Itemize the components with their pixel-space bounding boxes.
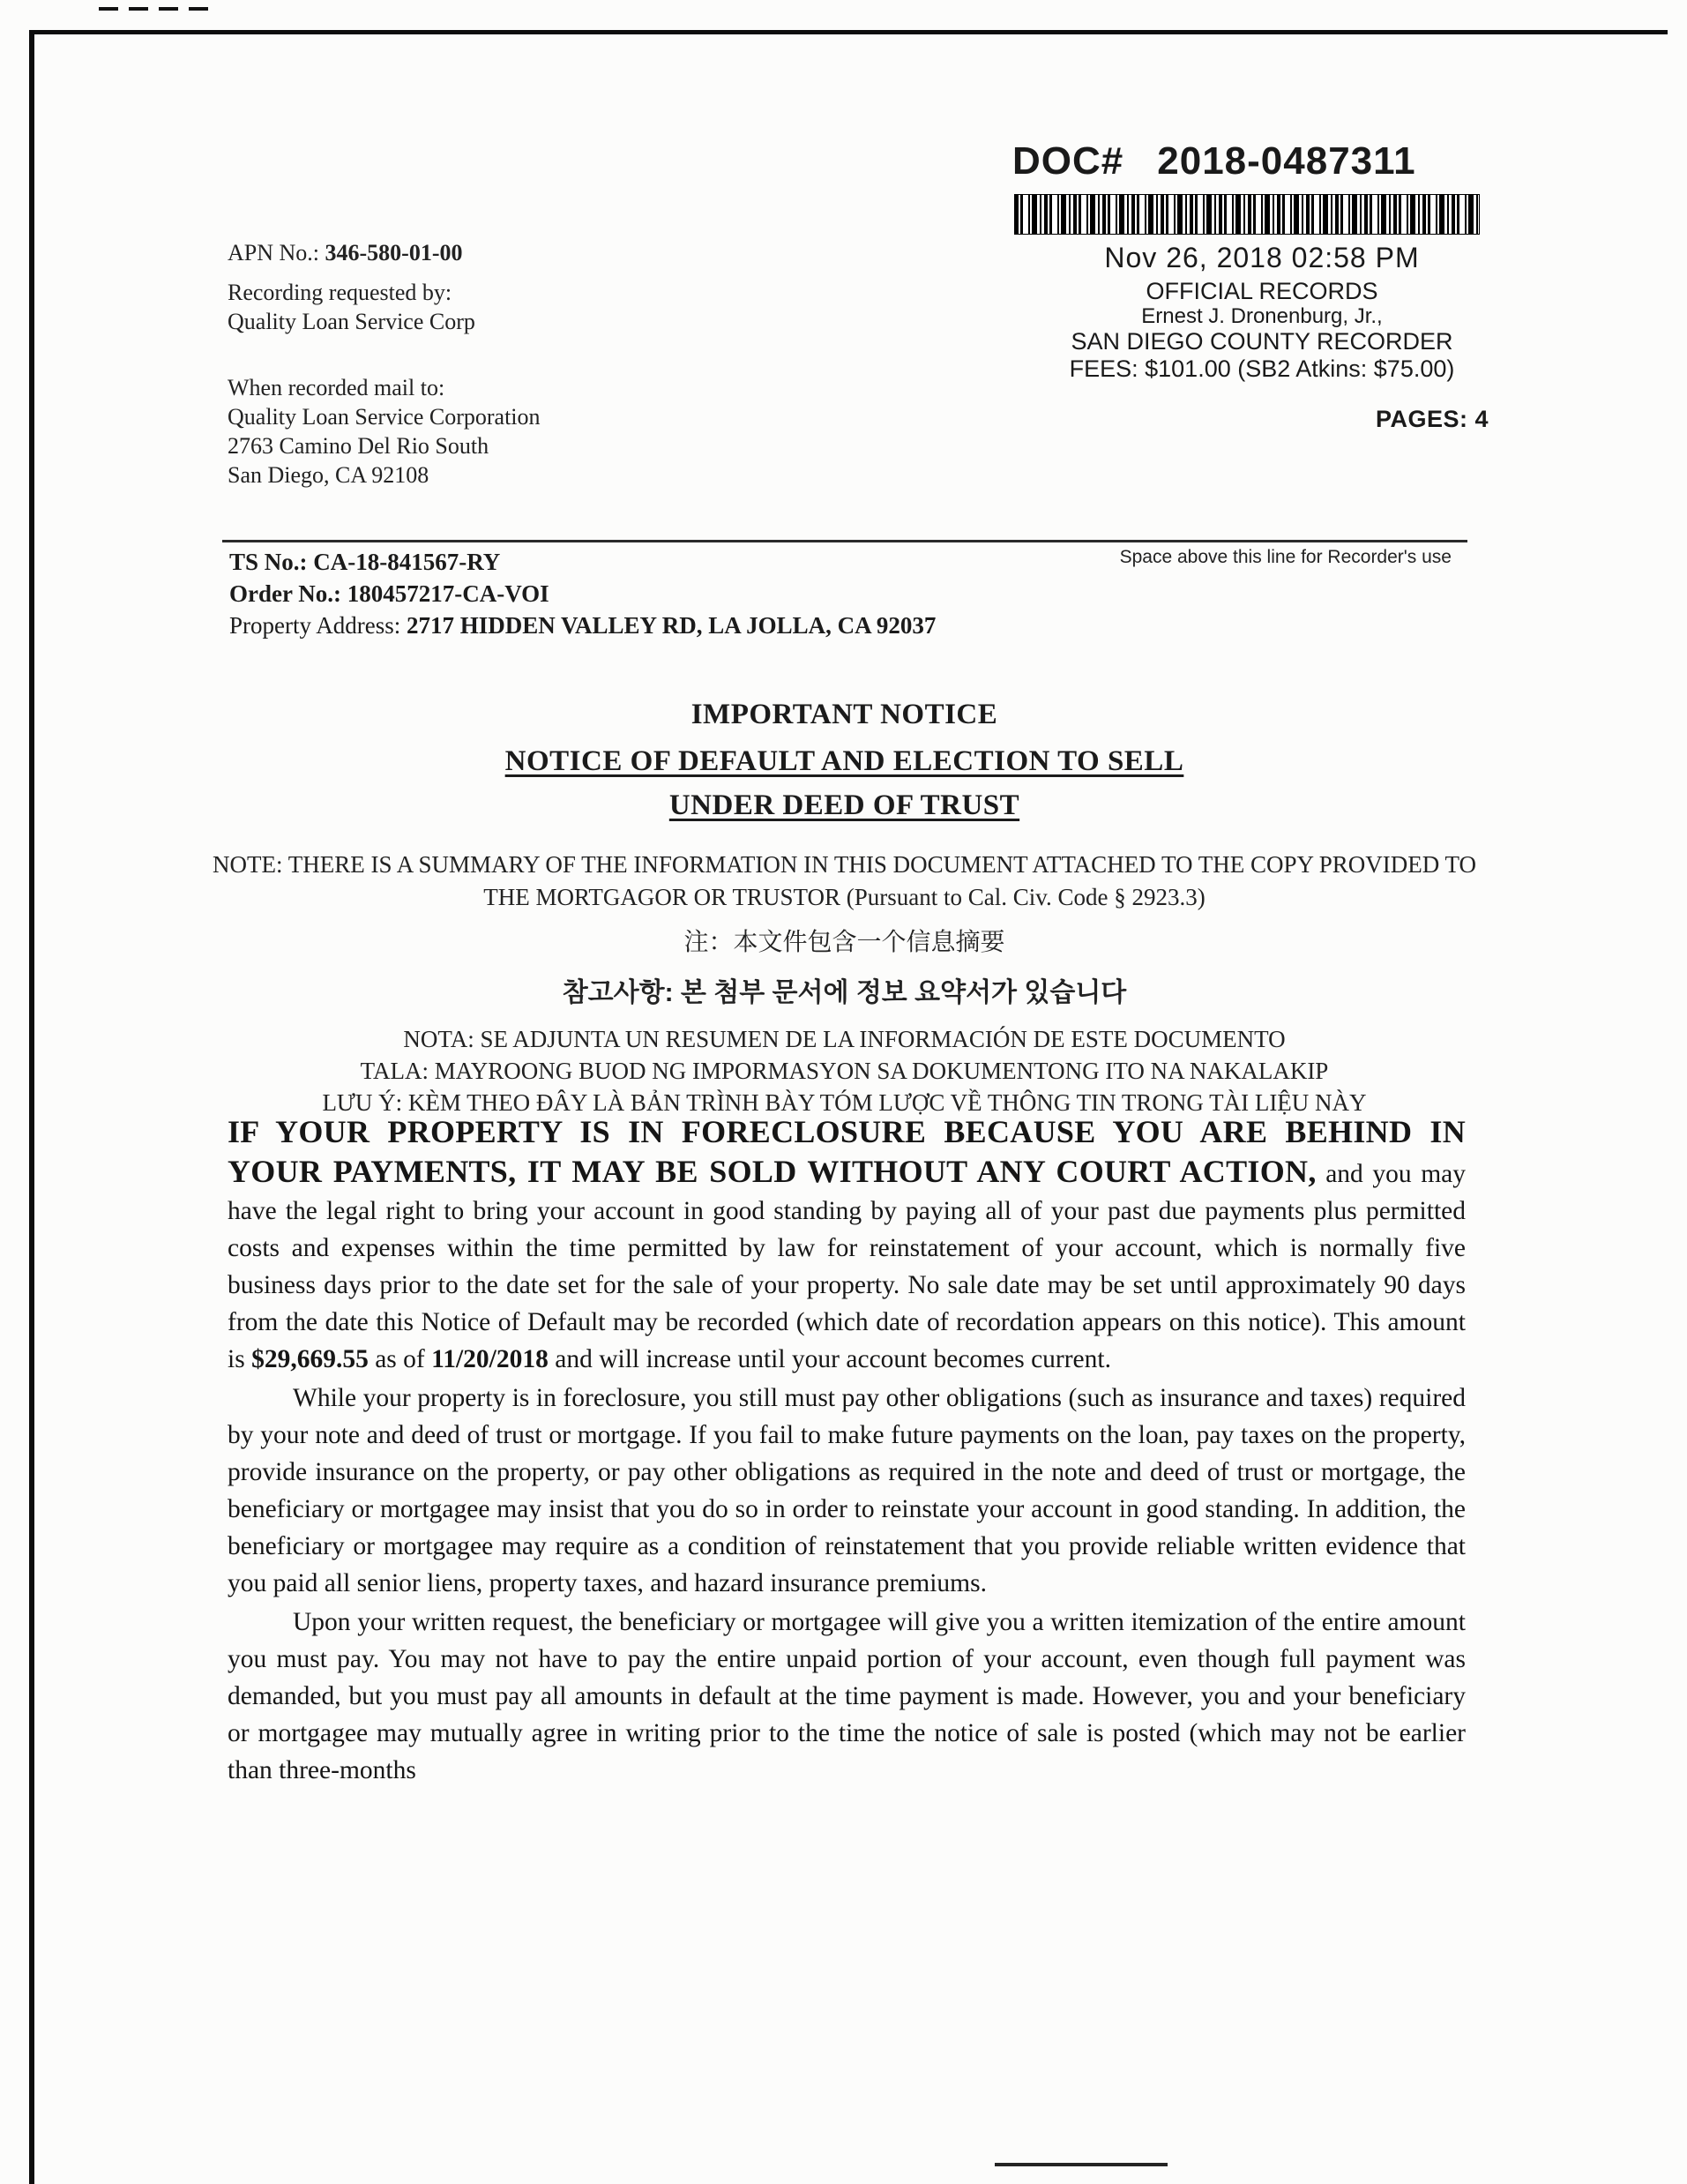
scan-border-top	[185, 30, 1668, 34]
apn-label: APN No.:	[228, 240, 320, 266]
document-title	[225, 699, 1464, 834]
paragraph-written-request: Upon your written request, the beneficiary or mortgagee will give you a written itemization of the entire amount you must pay. You may not have to pay the entire unpaid portion of your account, even though full payment was demanded, but you must pay all amounts in default at the time payment is made. However, you and your beneficiary or mortgagee may mutually agree in writing prior to the time the notice of sale is posted (which may not be earlier than three-months	[228, 1608, 1466, 1784]
foreclosure-warning-text: and you may have the legal right to bring your account in good standing by paying all of your past due payments plus permitted costs and expenses within the time permitted by law for reinstatement of your account, which is normally five business days prior to the date set for the sale of your property. No sale date may be set until approximately 90 days from the date this Notice of Default may be recorded (which date of recordation appears on this notice). This amount is	[228, 1160, 1466, 1373]
doc-label: DOC#	[1012, 139, 1124, 183]
summary-note-vietnamese: LƯU Ý: KÈM THEO ĐÂY LÀ BẢN TRÌNH BÀY TÓM LƯỢC VỀ THÔNG TIN TRONG TÀI LIỆU NÀY	[322, 1089, 1367, 1116]
summary-note-english: NOTE: THERE IS A SUMMARY OF THE INFORMATION IN THIS DOCUMENT ATTACHED TO THE COPY PROVIDED TO THE MORTGAGOR OR TRUSTOR (Pursuant to Cal. Civ. Code § 2923.3)	[213, 851, 1476, 910]
mail-to-name: Quality Loan Service Corporation	[228, 404, 541, 430]
doc-number-line	[1012, 139, 1512, 183]
ts-value: CA-18-841567-RY	[313, 549, 501, 575]
recorder-office: SAN DIEGO COUNTY RECORDER	[1071, 328, 1453, 355]
order-label: Order No.:	[229, 580, 341, 607]
property-address-line	[229, 610, 1467, 641]
scan-border-top-left	[29, 30, 192, 34]
mail-to-label: When recorded mail to:	[228, 375, 445, 400]
title-important-notice: IMPORTANT NOTICE	[690, 699, 998, 730]
official-records-label: OFFICIAL RECORDS	[1146, 278, 1378, 304]
order-value: 180457217-CA-VOI	[347, 580, 549, 607]
paragraph-foreclosure-warning	[228, 1113, 1466, 1378]
foreclosure-warning-bold: IF YOUR PROPERTY IS IN FORECLOSURE BECAUSE YOU ARE BEHIND IN YOUR PAYMENTS, IT MAY BE SOLD WITHOUT ANY COURT ACTION,	[228, 1114, 1466, 1189]
paragraph-other-obligations: While your property is in foreclosure, you still must pay other obligations (such as insurance and taxes) required by your note and deed of trust or mortgage. If you fail to make future payments on the loan, pay taxes on the property, provide insurance on the property, or pay other obligations as required in the note and deed of trust or mortgage, the beneficiary or mortgagee may insist that you do so in order to reinstate your account in good standing. In addition, the beneficiary or mortgagee may require as a condition of reinstatement that you provide reliable written evidence that you paid all senior liens, property taxes, and hazard insurance premiums.	[228, 1384, 1466, 1597]
property-value: 2717 HIDDEN VALLEY RD, LA JOLLA, CA 92037	[406, 612, 937, 639]
summary-notice-block	[207, 849, 1482, 1118]
fees-line: FEES: $101.00 (SB2 Atkins: $75.00)	[1069, 355, 1455, 382]
summary-note-chinese: 注：本文件包含一个信息摘要	[683, 928, 1005, 955]
recording-requested-label: Recording requested by:	[228, 280, 452, 305]
doc-number: 2018-0487311	[1157, 139, 1416, 183]
reference-block	[222, 540, 1467, 641]
ts-label: TS No.:	[229, 549, 308, 575]
recorder-name: Ernest J. Dronenburg, Jr.,	[1141, 304, 1383, 328]
summary-note-spanish: NOTA: SE ADJUNTA UN RESUMEN DE LA INFORMACIÓN DE ESTE DOCUMENTO	[403, 1026, 1286, 1052]
mail-to-street: 2763 Camino Del Rio South	[228, 433, 489, 459]
scan-edge-dashes	[99, 7, 213, 11]
summary-note-tagalog: TALA: MAYROONG BUOD NG IMPORMASYON SA DOKUMENTONG ITO NA NAKALAKIP	[360, 1058, 1329, 1084]
title-notice-of-default: NOTICE OF DEFAULT AND ELECTION TO SELL	[504, 745, 1184, 777]
title-under-deed: UNDER DEED OF TRUST	[668, 789, 1020, 821]
recorder-use-note: Space above this line for Recorder's use	[1119, 547, 1452, 567]
recording-request-block	[228, 238, 541, 490]
recorder-stamp	[1012, 139, 1512, 433]
order-number-line	[229, 578, 1467, 610]
apn-value: 346-580-01-00	[325, 240, 463, 266]
apn-line	[228, 238, 541, 267]
notice-body	[228, 1113, 1466, 1791]
requester-name: Quality Loan Service Corp	[228, 309, 475, 334]
as-of-text: as of	[368, 1345, 432, 1373]
scan-border-left	[29, 30, 34, 2184]
as-of-date: 11/20/2018	[431, 1345, 549, 1373]
mail-to-city: San Diego, CA 92108	[228, 462, 429, 488]
foreclosure-warning-tail: and will increase until your account becomes current.	[548, 1345, 1111, 1373]
scan-border-bottom-segment	[995, 2163, 1168, 2166]
pages-count: PAGES: 4	[1375, 406, 1489, 432]
recording-datetime: Nov 26, 2018 02:58 PM	[1104, 242, 1420, 273]
default-amount: $29,669.55	[251, 1345, 369, 1373]
summary-note-korean: 참고사항: 본 첨부 문서에 정보 요약서가 있습니다	[562, 978, 1127, 1007]
recorder-use-rule	[222, 540, 1467, 542]
barcode	[1014, 194, 1480, 235]
property-label: Property Address:	[229, 612, 401, 639]
